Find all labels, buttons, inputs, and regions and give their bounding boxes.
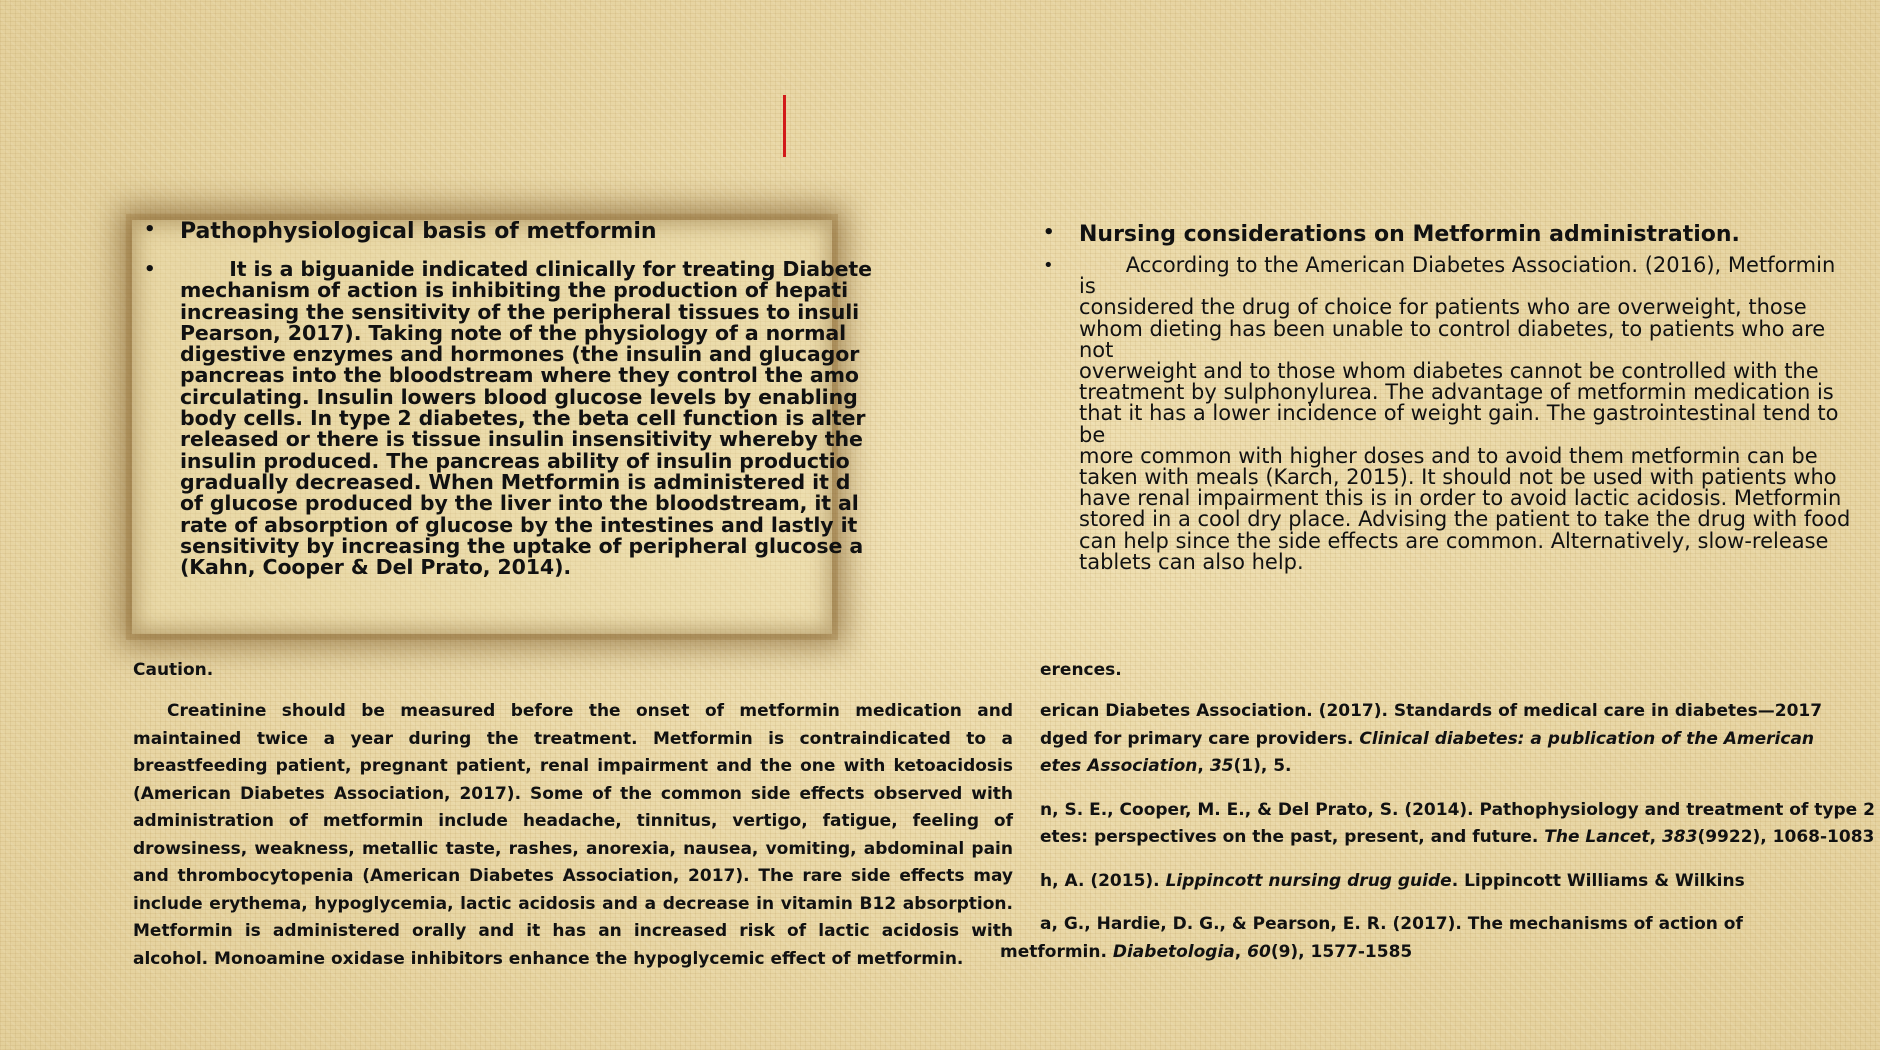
left-body-list [136, 259, 1136, 578]
reference-entry[interactable] [1000, 911, 1880, 966]
bullet-icon: • [144, 219, 156, 240]
reference-text: h, A. (2015). [1040, 870, 1166, 891]
reference-text: (9922), 1068-1083 [1697, 827, 1875, 847]
left-title-item [136, 219, 836, 244]
reference-text: , [1649, 827, 1662, 847]
reference-entry[interactable] [1000, 797, 1880, 852]
left-title[interactable]: Pathophysiological basis of metformin [180, 219, 657, 244]
reference-text: , [1234, 941, 1248, 962]
reference-line: a, G., Hardie, D. G., & Pearson, E. R. (2017). The mechanisms of action of [1040, 914, 1743, 934]
reference-text: , [1197, 756, 1210, 776]
left-body-text[interactable]: It is a biguanide indicated clinically for treating Diabete mechanism of action is inhibiting the production of hepati increasing the sensitivity of the peripheral tissues to insuli Pearson, 2017). Taking note of the physiology of a normal digestive enzymes and hormones (the insulin and glucagor pancreas into the bloodstream where they control the amo circulating. Insulin lowers blood glucose levels by enabling body cells. In type 2 diabetes, the beta cell function is alter released or there is tissue insulin insensitivity whereby the insulin produced. The pancreas ability of insulin productio gradually decreased. When Metformin is administered it d of glucose produced by the liver into the bloodstream, it al rate of absorption of glucose by the intestines and lastly it sensitivity by increasing the uptake of peripheral glucose a (Kahn, Cooper & Del Prato, 2014). [180, 257, 872, 580]
right-slide-region [1035, 222, 1855, 573]
reference-volume: 383 [1661, 827, 1698, 847]
reference-journal: The Lancet [1544, 827, 1650, 847]
reference-book: Lippincott nursing drug guide [1165, 870, 1452, 891]
reference-line [1000, 939, 1880, 967]
reference-entry[interactable] [1000, 868, 1880, 896]
references-heading-text: erences. [1040, 660, 1122, 680]
reference-text: metformin. [1000, 941, 1113, 962]
left-bullet-list [136, 219, 836, 244]
reference-line: n, S. E., Cooper, M. E., & Del Prato, S. (2014). Pathophysiology and treatment of type 2 [1040, 799, 1875, 820]
reference-journal: etes Association [1040, 756, 1198, 776]
right-body-item [1035, 255, 1855, 573]
references-region [1000, 660, 1875, 980]
reference-line: erican Diabetes Association. (2017). Standards of medical care in diabetes—2017 [1040, 701, 1823, 721]
right-title[interactable]: Nursing considerations on Metformin administration. [1079, 222, 1740, 247]
reference-line [1000, 824, 1880, 852]
caution-heading[interactable]: Caution. [133, 660, 214, 680]
reference-journal: Clinical diabetes: a publication of the American [1359, 728, 1815, 749]
bullet-icon: • [1043, 255, 1054, 276]
reference-text: (9), 1577-1585 [1270, 941, 1413, 962]
reference-line [1000, 868, 1880, 896]
right-title-item [1035, 222, 1855, 247]
reference-volume: 60 [1247, 941, 1271, 962]
reference-text: etes: perspectives on the past, present, and future. [1040, 827, 1545, 847]
caution-text[interactable]: Creatinine should be measured before the onset of metformin medication and maintained twice a year during the treatment. Metformin is contraindicated to a breastfeeding patient, pregnant patient, renal impairment and the one with ketoacidosis (American Diabetes Association, 2017). Some of the common side effects observed with administration of metformin include headache, tinnitus, vertigo, fatigue, feeling of drowsiness, weakness, metallic taste, rashes, anorexia, nausea, vomiting, abdominal pain and thrombocytopenia (American Diabetes Association, 2017). The rare side effects may include erythema, hypoglycemia, lactic acidosis and a decrease in vitamin B12 absorption. Metformin is administered orally and it has an increased risk of lactic acidosis with alcohol. Monoamine oxidase inhibitors enhance the hypoglycemic effect of metformin. [133, 701, 1013, 969]
left-slide-region [0, 0, 872, 650]
references-heading[interactable] [1000, 660, 1880, 680]
reference-text: (1), 5. [1233, 756, 1292, 776]
left-body-item [136, 259, 1136, 578]
bullet-icon: • [144, 259, 156, 280]
reference-line [1000, 753, 1880, 781]
caution-section [133, 660, 1013, 973]
reference-text: . Lippincott Williams & Wilkins [1451, 870, 1745, 891]
right-bullet-list [1035, 222, 1855, 573]
reference-journal: Diabetologia [1112, 941, 1235, 962]
reference-entry[interactable] [1000, 698, 1880, 781]
references-section [1000, 660, 1880, 982]
text-cursor [783, 95, 786, 157]
reference-volume: 35 [1209, 756, 1234, 776]
bullet-icon: • [1043, 222, 1055, 243]
reference-line [1000, 726, 1880, 754]
right-body-text[interactable]: According to the American Diabetes Association. (2016), Metformin is considered the drug of choice for patients who are overweight, those whom dieting has been unable to control diabetes, to patients who are not overweight and to those whom diabetes cannot be controlled with the treatment by sulphonylurea. The advantage of metformin medication is that it has a lower incidence of weight gain. The gastrointestinal tend to be more common with higher doses and to avoid them metformin can be taken with meals (Karch, 2015). It should not be used with patients who have renal impairment this is in order to avoid lactic acidosis. Metformin stored in a cool dry place. Advising the patient to take the drug with food can help since the side effects are common. Alternatively, slow-release tablets can also help. [1079, 253, 1851, 574]
reference-text: dged for primary care providers. [1040, 728, 1360, 749]
